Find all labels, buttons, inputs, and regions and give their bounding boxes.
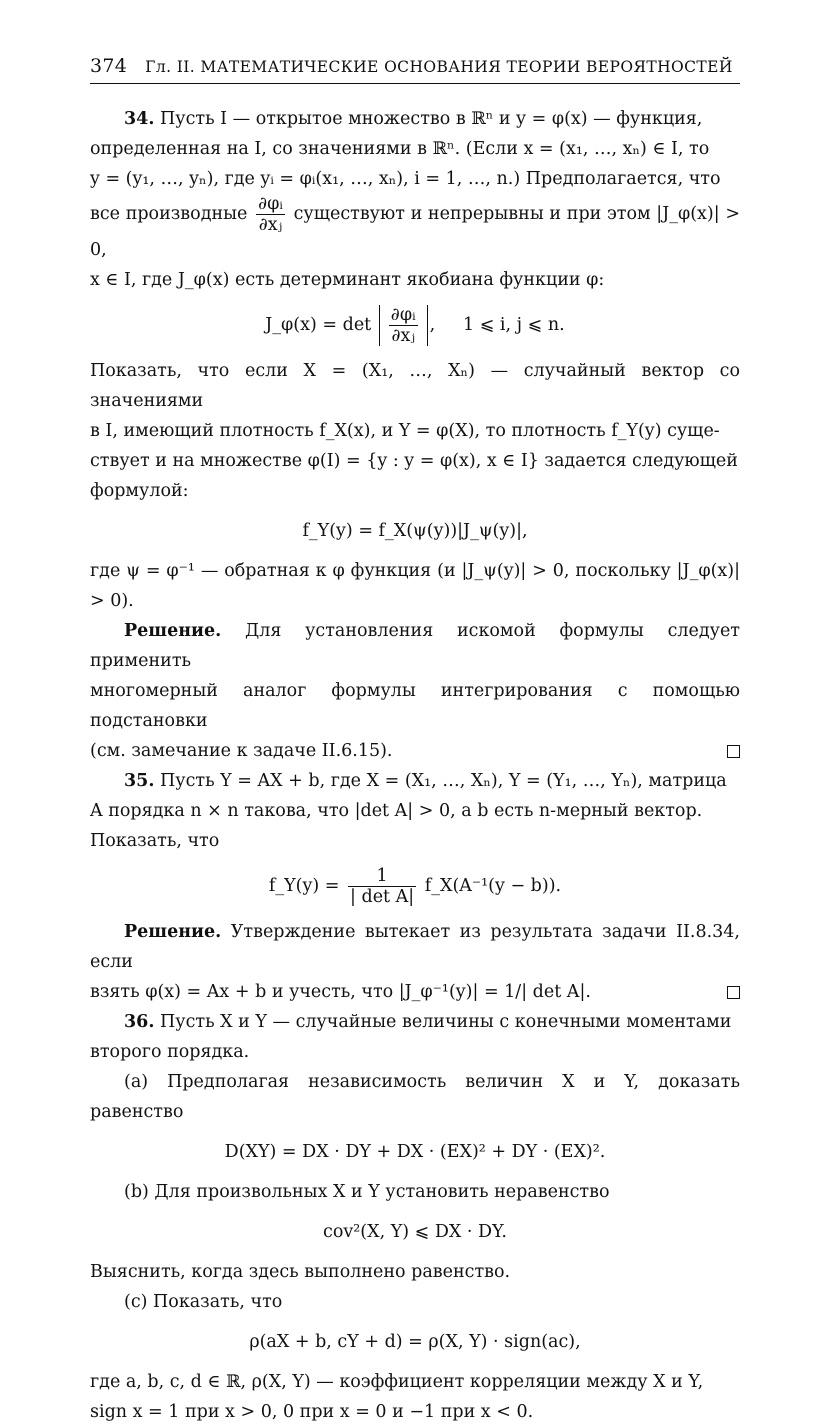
problem-34-number: 34. <box>124 109 155 129</box>
affine-density-equation: f_Y(y) = $\frac{1}{\text{| det A|}}$ f_X(A⁻¹(y − b)). <box>268 866 562 907</box>
text-body <box>90 104 740 1427</box>
variance-product-equation: D(XY) = DX · DY + DX · (EX)² + DY · (EX)². <box>224 1142 606 1162</box>
problem-36-number: 36. <box>124 1012 155 1032</box>
problem-34-line-2: определенная на I, со значениями в ℝⁿ. (Если x = (x₁, …, xₙ) ∈ I, то <box>90 139 710 159</box>
partial-derivative-fraction: $\frac{\text{∂φᵢ}}{\text{∂xⱼ}}$ <box>258 194 283 235</box>
problem-36-part-b: (b) Для произвольных X и Y установить неравенство <box>124 1182 610 1202</box>
problem-36-part-a: (a) Предполагая независимость величин X и Y, доказать равенство <box>90 1072 740 1122</box>
problem-34-line-7: в I, имеющий плотность f_X(x), и Y = φ(X), то плотность f_Y(y) суще- <box>90 421 720 441</box>
density-equation: f_Y(y) = f_X(ψ(y))|J_ψ(y)|, <box>302 521 528 541</box>
solution-34-line-3: (см. замечание к задаче II.6.15). <box>90 736 740 766</box>
problem-34-line-5: x ∈ I, где J_φ(x) есть детерминант якобиана функции φ: <box>90 270 605 290</box>
solution-34-line-2: многомерный аналог формулы интегрирования с помощью подстановки <box>90 681 740 731</box>
qed-square-icon <box>727 745 740 758</box>
problem-35-line-3: Показать, что <box>90 831 220 851</box>
chapter-title: Гл. II. МАТЕМАТИЧЕСКИЕ ОСНОВАНИЯ ТЕОРИИ ВЕРОЯТНОСТЕЙ <box>145 58 733 76</box>
problem-35-line-1: 35. Пусть Y = AX + b, где X = (X₁, …, Xₙ), Y = (Y₁, …, Yₙ), матрица <box>124 771 727 791</box>
problem-34-line-9: формулой: <box>90 481 189 501</box>
correlation-equation: ρ(aX + b, cY + d) = ρ(X, Y) · sign(ac), <box>249 1332 581 1352</box>
problem-36-line-1: 36. Пусть X и Y — случайные величины с конечными моментами <box>124 1012 732 1032</box>
solution-35-line-1: Решение. Утверждение вытекает из результата задачи II.8.34, если <box>90 922 740 972</box>
covariance-inequality: cov²(X, Y) ⩽ DX · DY. <box>323 1222 507 1242</box>
page <box>90 55 740 1427</box>
problem-36-line-2: второго порядка. <box>90 1042 250 1062</box>
problem-34-line-1: 34. Пусть I — открытое множество в ℝⁿ и y = φ(x) — функция, <box>124 109 703 129</box>
problem-36-part-c-line-3: sign x = 1 при x > 0, 0 при x = 0 и −1 при x < 0. <box>90 1402 534 1422</box>
problem-36-part-c: (c) Показать, что <box>124 1292 283 1312</box>
problem-36-part-b-note: Выяснить, когда здесь выполнено равенство. <box>90 1262 511 1282</box>
running-header <box>90 55 740 84</box>
solution-34-line-1: Решение. Для установления искомой формулы следует применить <box>90 621 740 671</box>
problem-35-line-2: A порядка n × n такова, что |det A| > 0, а b есть n-мерный вектор. <box>90 801 703 821</box>
solution-35-line-2: взять φ(x) = Ax + b и учесть, что |J_φ⁻¹(y)| = 1/| det A|. <box>90 977 740 1007</box>
problem-34-line-3: y = (y₁, …, yₙ), где yᵢ = φᵢ(x₁, …, xₙ), i = 1, …, n.) Предполагается, что <box>90 169 721 189</box>
jacobian-equation: J_φ(x) = det $\frac{\text{∂φᵢ}}{\text{∂xⱼ}}$ , 1 ⩽ i, j ⩽ n. <box>265 305 565 346</box>
problem-34-line-4: все производные $\frac{\text{∂φᵢ}}{\text{∂xⱼ}}$ существуют и непрерывны и при этом |J_φ(x)| > 0, <box>90 194 740 260</box>
qed-square-icon <box>727 986 740 999</box>
problem-34-line-8: ствует и на множестве φ(I) = {y : y = φ(x), x ∈ I} задается следующей <box>90 451 738 471</box>
problem-34-line-6: Показать, что если X = (X₁, …, Xₙ) — случайный вектор со значениями <box>90 361 740 411</box>
page-number: 374 <box>90 55 128 77</box>
problem-34-line-10: где ψ = φ⁻¹ — обратная к φ функция (и |J_ψ(y)| > 0, поскольку |J_φ(x)| > 0). <box>90 561 740 611</box>
problem-36-part-c-line-2: где a, b, c, d ∈ ℝ, ρ(X, Y) — коэффициент корреляции между X и Y, <box>90 1372 704 1392</box>
problem-35-number: 35. <box>124 771 155 791</box>
